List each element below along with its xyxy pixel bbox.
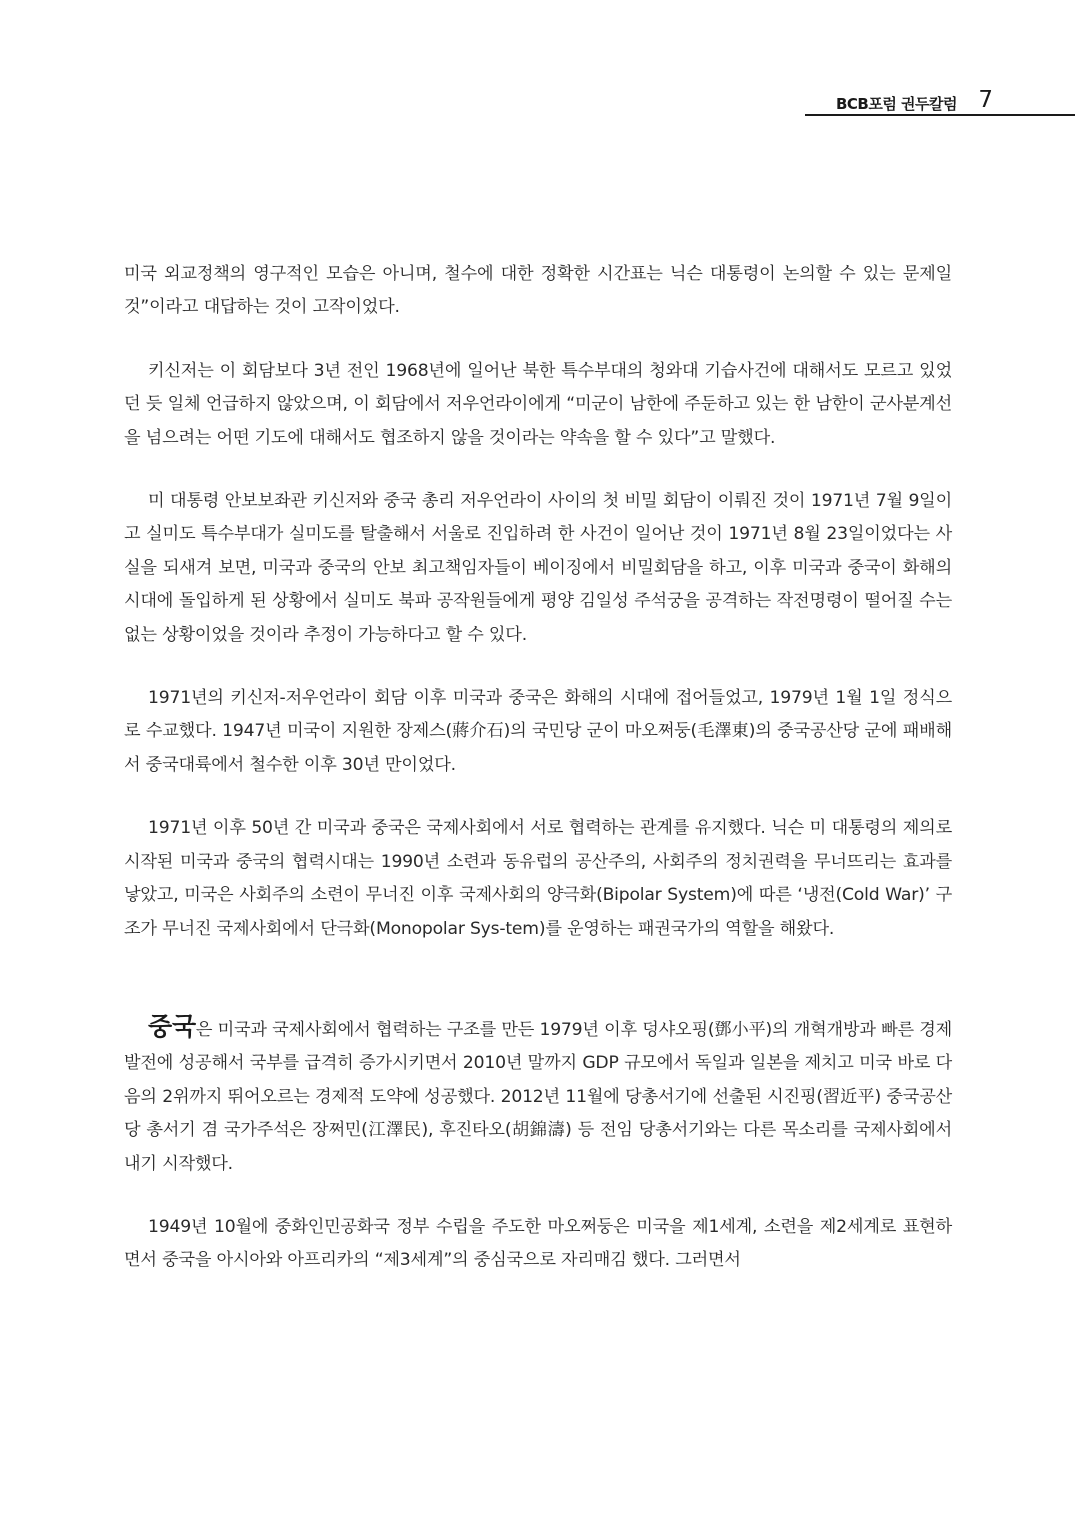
running-header (805, 86, 1075, 118)
lead-word: 중국 (148, 1011, 196, 1041)
paragraph-6 (124, 1010, 952, 1181)
paragraph-4: 1971년의 키신저-저우언라이 회담 이후 미국과 중국은 화해의 시대에 접어들었고, 1979년 1월 1일 정식으로 수교했다. 1947년 미국이 지원한 장제스(蔣介石)의 국민당 군이 마오쩌둥(毛澤東)의 중국공산당 군에 패배해서 중국대륙에서 철수한 이후 30년 만이었다. (124, 688, 952, 775)
paragraph-5: 1971년 이후 50년 간 미국과 중국은 국제사회에서 서로 협력하는 관계를 유지했다. 닉슨 미 대통령의 제의로 시작된 미국과 중국의 협력시대는 1990년 소련과 동유럽의 공산주의, 사회주의 정치권력을 무너뜨리는 효과를 낳았고, 미국은 사회주의 소련이 무너진 이후 국제사회의 양극화(Bipolar System)에 따른 ‘냉전(Cold War)’ 구조가 무너진 국제사회에서 단극화(Monopolar Sys-tem)를 운영하는 패권국가의 역할을 해왔다. (124, 818, 952, 939)
article-body (124, 258, 952, 1278)
page-number: 7 (978, 87, 993, 113)
paragraph-7: 1949년 10월에 중화인민공화국 정부 수립을 주도한 마오쩌둥은 미국을 제1세계, 소련을 제2세계로 표현하면서 중국을 아시아와 아프리카의 “제3세계”의 중심국으로 자리매김 했다. 그러면서 (124, 1216, 952, 1271)
paragraph-6-text: 은 미국과 국제사회에서 협력하는 구조를 만든 1979년 이후 덩샤오핑(鄧小平)의 개혁개방과 빠른 경제발전에 성공해서 국부를 급격히 증가시키면서 2010년 말까지 GDP 규모에서 독일과 일본을 제치고 미국 바로 다음의 2위까지 뛰어오르는 경제적 도약에 성공했다. 2012년 11월에 당총서기에 선출된 시진핑(習近平) 중국공산당 총서기 겸 국가주석은 장쩌민(江澤民), 후진타오(胡錦濤) 등 전임 당총서기와는 다른 목소리를 국제사회에서 내기 시작했다. (124, 1019, 952, 1174)
paragraph-1: 미국 외교정책의 영구적인 모습은 아니며, 철수에 대한 정확한 시간표는 닉슨 대통령이 논의할 수 있는 문제일 것”이라고 대답하는 것이 고작이었다. (124, 264, 952, 318)
paragraph-2: 키신저는 이 회담보다 3년 전인 1968년에 일어난 북한 특수부대의 청와대 기습사건에 대해서도 모르고 있었던 듯 일체 언급하지 않았으며, 이 회담에서 저우언라이에게 “미군이 남한에 주둔하고 있는 한 남한이 군사분계선을 넘으려는 어떤 기도에 대해서도 협조하지 않을 것이라는 약속을 할 수 있다”고 말했다. (124, 360, 952, 448)
paragraph-3: 미 대통령 안보보좌관 키신저와 중국 총리 저우언라이 사이의 첫 비밀 회담이 이뤄진 것이 1971년 7월 9일이고 실미도 특수부대가 실미도를 탈출해서 서울로 진입하려 한 사건이 일어난 것이 1971년 8월 23일이었다는 사실을 되새겨 보면, 미국과 중국의 안보 최고책임자들이 베이징에서 비밀회담을 하고, 이후 미국과 중국이 화해의 시대에 돌입하게 된 상황에서 실미도 북파 공작원들에게 평양 김일성 주석궁을 공격하는 작전명령이 떨어질 수는 없는 상황이었을 것이라 추정이 가능하다고 할 수 있다. (124, 491, 952, 645)
header-rule (805, 114, 1075, 116)
header-title: BCB포럼 권두칼럼 (835, 95, 957, 113)
